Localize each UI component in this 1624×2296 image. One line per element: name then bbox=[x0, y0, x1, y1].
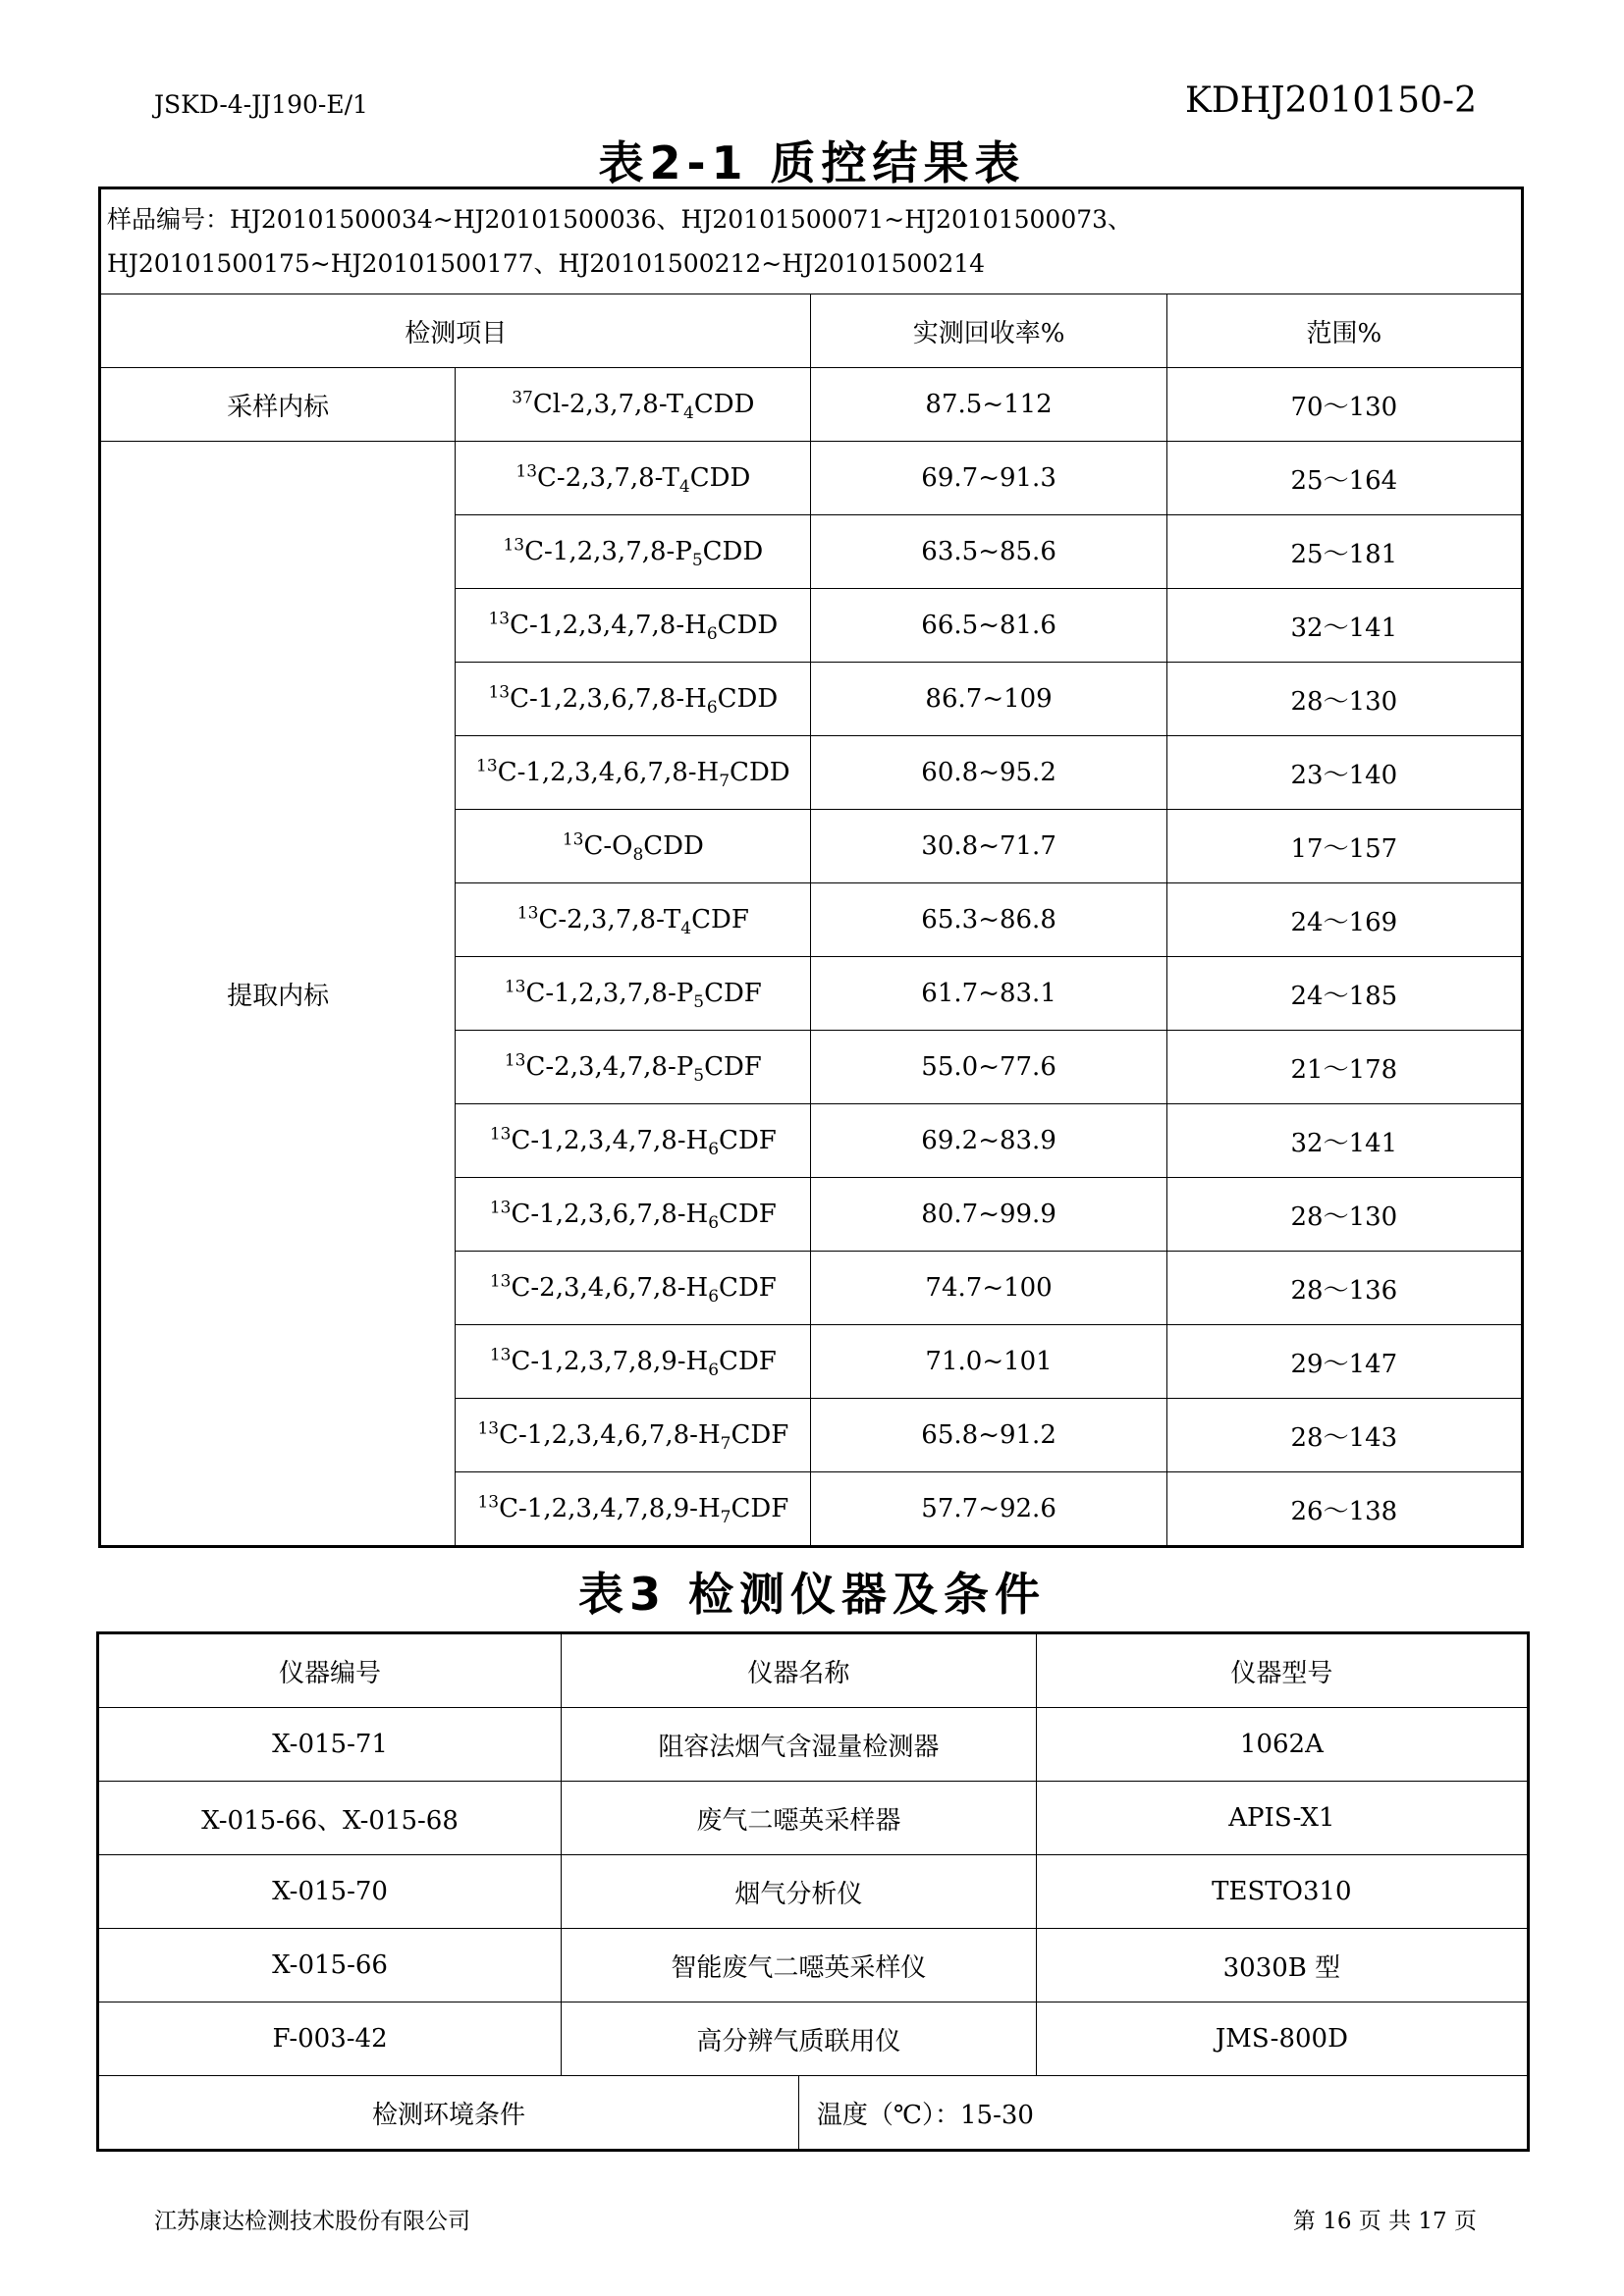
environment-value: 温度（℃）：15-30 bbox=[798, 2076, 1528, 2151]
compound-prefix: C-1,2,3,7,8,9-H bbox=[511, 1347, 709, 1376]
compound-suffix: CDD bbox=[717, 684, 779, 714]
compound-prefix: C-2,3,4,6,7,8-H bbox=[511, 1273, 709, 1303]
compound-prefix: C-1,2,3,4,7,8-H bbox=[510, 611, 707, 640]
recovery-cell: 65.8~91.2 bbox=[811, 1399, 1166, 1472]
isotope: 13 bbox=[476, 756, 498, 776]
compound-subscript: 4 bbox=[678, 477, 690, 498]
compound-prefix: C-1,2,3,7,8-P bbox=[525, 979, 694, 1008]
instrument-name-cell: 废气二噁英采样器 bbox=[562, 1782, 1037, 1855]
compound-subscript: 8 bbox=[632, 845, 644, 866]
isotope: 13 bbox=[489, 1345, 512, 1365]
recovery-cell: 66.5~81.6 bbox=[811, 589, 1166, 663]
compound-subscript: 6 bbox=[708, 1361, 720, 1381]
instrument-table bbox=[96, 1631, 1530, 2152]
compound-subscript: 5 bbox=[693, 992, 705, 1013]
recovery-cell: 57.7~92.6 bbox=[811, 1472, 1166, 1547]
isotope: 13 bbox=[489, 1271, 512, 1292]
compound-prefix: C-1,2,3,4,6,7,8-H bbox=[499, 1420, 721, 1450]
range-cell: 28～130 bbox=[1166, 1178, 1522, 1252]
compound-suffix: CDD bbox=[689, 463, 751, 493]
table-row bbox=[98, 1782, 1529, 1855]
range-cell: 28～130 bbox=[1166, 663, 1522, 736]
range-cell: 21～178 bbox=[1166, 1031, 1522, 1104]
range-cell: 29～147 bbox=[1166, 1325, 1522, 1399]
instrument-model-cell: 1062A bbox=[1036, 1708, 1528, 1782]
compound-suffix: CDF bbox=[704, 979, 762, 1008]
isotope: 13 bbox=[504, 1050, 526, 1071]
instrument-id-cell: X-015-71 bbox=[98, 1708, 562, 1782]
compound-suffix: CDF bbox=[719, 1347, 777, 1376]
table-row bbox=[100, 442, 1523, 515]
compound-subscript: 7 bbox=[719, 772, 731, 792]
isotope: 13 bbox=[504, 977, 526, 997]
compound-prefix: C-1,2,3,4,7,8-H bbox=[511, 1126, 709, 1155]
compound-cell bbox=[456, 663, 811, 736]
range-cell: 24～185 bbox=[1166, 957, 1522, 1031]
compound-suffix: CDF bbox=[719, 1126, 777, 1155]
recovery-cell: 55.0~77.6 bbox=[811, 1031, 1166, 1104]
environment-label: 检测环境条件 bbox=[98, 2076, 799, 2151]
recovery-cell: 65.3~86.8 bbox=[811, 883, 1166, 957]
recovery-cell: 69.7~91.3 bbox=[811, 442, 1166, 515]
compound-cell bbox=[456, 1325, 811, 1399]
compound-cell bbox=[456, 957, 811, 1031]
sampling-standard-label: 采样内标 bbox=[100, 368, 456, 442]
compound-cell bbox=[456, 1252, 811, 1325]
instrument-id-cell: F-003-42 bbox=[98, 2002, 562, 2076]
range-cell: 70～130 bbox=[1166, 368, 1522, 442]
compound-subscript: 6 bbox=[708, 1213, 720, 1234]
compound-suffix: CDF bbox=[691, 905, 749, 934]
range-cell: 25～181 bbox=[1166, 515, 1522, 589]
range-cell: 26～138 bbox=[1166, 1472, 1522, 1547]
isotope: 13 bbox=[488, 609, 511, 629]
sample-number-cell: 样品编号：HJ20101500034~HJ20101500036、HJ20101500071~HJ20101500073、HJ20101500175~HJ20101500177、HJ20101500212~HJ20101500214 bbox=[100, 188, 1523, 294]
isotope: 13 bbox=[515, 461, 538, 482]
range-cell: 23～140 bbox=[1166, 736, 1522, 810]
compound-cell bbox=[456, 1104, 811, 1178]
recovery-cell: 61.7~83.1 bbox=[811, 957, 1166, 1031]
compound-subscript: 4 bbox=[680, 919, 692, 939]
range-cell: 32～141 bbox=[1166, 1104, 1522, 1178]
compound-suffix: CDD bbox=[643, 831, 704, 861]
isotope: 13 bbox=[488, 682, 511, 703]
compound-cell bbox=[456, 515, 811, 589]
compound-subscript: 4 bbox=[683, 403, 694, 424]
range-cell: 32～141 bbox=[1166, 589, 1522, 663]
compound-prefix: C-1,2,3,7,8-P bbox=[524, 537, 692, 566]
compound-prefix: Cl-2,3,7,8-T bbox=[532, 390, 684, 419]
range-cell: 24～169 bbox=[1166, 883, 1522, 957]
instrument-model-cell: 3030B 型 bbox=[1036, 1929, 1528, 2002]
document-code: JSKD-4-JJ190-E/1 bbox=[154, 90, 368, 119]
range-cell: 28～136 bbox=[1166, 1252, 1522, 1325]
compound-subscript: 6 bbox=[708, 1287, 720, 1308]
table-row bbox=[98, 1929, 1529, 2002]
table1-title: 表2-1 质控结果表 bbox=[598, 136, 1026, 189]
compound-prefix: C-2,3,4,7,8-P bbox=[525, 1052, 694, 1082]
compound-cell bbox=[456, 1178, 811, 1252]
table-row bbox=[98, 2002, 1529, 2076]
recovery-cell: 74.7~100 bbox=[811, 1252, 1166, 1325]
recovery-cell: 71.0~101 bbox=[811, 1325, 1166, 1399]
compound-cell bbox=[456, 1031, 811, 1104]
compound-suffix: CDF bbox=[704, 1052, 762, 1082]
compound-cell bbox=[456, 883, 811, 957]
isotope: 13 bbox=[503, 535, 525, 556]
compound-prefix: C-2,3,7,8-T bbox=[538, 905, 681, 934]
isotope: 13 bbox=[489, 1198, 512, 1218]
header-instrument-model: 仪器型号 bbox=[1036, 1633, 1528, 1708]
recovery-cell: 80.7~99.9 bbox=[811, 1178, 1166, 1252]
company-name: 江苏康达检测技术股份有限公司 bbox=[154, 2209, 470, 2234]
table-row bbox=[98, 1708, 1529, 1782]
compound-subscript: 6 bbox=[708, 1140, 720, 1160]
header-recovery: 实测回收率% bbox=[811, 294, 1166, 368]
compound-cell bbox=[456, 736, 811, 810]
compound-subscript: 7 bbox=[720, 1434, 731, 1455]
compound-suffix: CDD bbox=[693, 390, 755, 419]
range-cell: 17～157 bbox=[1166, 810, 1522, 883]
isotope: 13 bbox=[516, 903, 539, 924]
compound-subscript: 6 bbox=[706, 624, 718, 645]
recovery-cell: 30.8~71.7 bbox=[811, 810, 1166, 883]
page-info: 第 16 页 共 17 页 bbox=[1292, 2209, 1477, 2234]
compound-prefix: C-O bbox=[583, 831, 633, 861]
recovery-cell: 86.7~109 bbox=[811, 663, 1166, 736]
compound-suffix: CDF bbox=[731, 1494, 789, 1523]
header-instrument-id: 仪器编号 bbox=[98, 1633, 562, 1708]
table-row bbox=[98, 1855, 1529, 1929]
instrument-name-cell: 智能废气二噁英采样仪 bbox=[562, 1929, 1037, 2002]
compound-cell bbox=[456, 442, 811, 515]
compound-suffix: CDD bbox=[702, 537, 764, 566]
compound-suffix: CDF bbox=[719, 1273, 777, 1303]
extraction-standard-label: 提取内标 bbox=[100, 442, 456, 1547]
isotope: 13 bbox=[477, 1492, 500, 1513]
compound-cell bbox=[456, 589, 811, 663]
header-instrument-name: 仪器名称 bbox=[562, 1633, 1037, 1708]
report-number: KDHJ2010150-2 bbox=[1185, 80, 1477, 121]
isotope: 13 bbox=[489, 1124, 512, 1145]
recovery-cell: 63.5~85.6 bbox=[811, 515, 1166, 589]
recovery-cell: 87.5~112 bbox=[811, 368, 1166, 442]
isotope: 13 bbox=[477, 1418, 500, 1439]
header-test-item: 检测项目 bbox=[100, 294, 811, 368]
isotope: 13 bbox=[562, 829, 584, 850]
instrument-model-cell: JMS-800D bbox=[1036, 2002, 1528, 2076]
compound-cell bbox=[456, 810, 811, 883]
compound-prefix: C-2,3,7,8-T bbox=[537, 463, 679, 493]
header-range: 范围% bbox=[1166, 294, 1522, 368]
instrument-id-cell: X-015-70 bbox=[98, 1855, 562, 1929]
instrument-name-cell: 阻容法烟气含湿量检测器 bbox=[562, 1708, 1037, 1782]
compound-suffix: CDF bbox=[731, 1420, 789, 1450]
instrument-name-cell: 高分辨气质联用仪 bbox=[562, 2002, 1037, 2076]
compound-subscript: 5 bbox=[693, 1066, 705, 1087]
compound-subscript: 7 bbox=[720, 1508, 731, 1528]
compound-prefix: C-1,2,3,6,7,8-H bbox=[511, 1200, 709, 1229]
instrument-model-cell: APIS-X1 bbox=[1036, 1782, 1528, 1855]
compound-subscript: 6 bbox=[706, 698, 718, 719]
instrument-model-cell: TESTO310 bbox=[1036, 1855, 1528, 1929]
environment-row bbox=[98, 2076, 1529, 2151]
compound-cell bbox=[456, 1399, 811, 1472]
compound-suffix: CDF bbox=[719, 1200, 777, 1229]
compound-suffix: CDD bbox=[717, 611, 779, 640]
instrument-id-cell: X-015-66、X-015-68 bbox=[98, 1782, 562, 1855]
isotope: 37 bbox=[512, 388, 533, 408]
recovery-cell: 60.8~95.2 bbox=[811, 736, 1166, 810]
instrument-id-cell: X-015-66 bbox=[98, 1929, 562, 2002]
table3-title: 表3 检测仪器及条件 bbox=[577, 1568, 1047, 1621]
range-cell: 28～143 bbox=[1166, 1399, 1522, 1472]
compound-subscript: 5 bbox=[691, 551, 703, 571]
compound-prefix: C-1,2,3,6,7,8-H bbox=[510, 684, 707, 714]
compound-cell bbox=[456, 368, 811, 442]
range-cell: 25～164 bbox=[1166, 442, 1522, 515]
qc-results-table bbox=[98, 187, 1524, 1548]
instrument-name-cell: 烟气分析仪 bbox=[562, 1855, 1037, 1929]
compound-prefix: C-1,2,3,4,7,8,9-H bbox=[499, 1494, 721, 1523]
compound-cell bbox=[456, 1472, 811, 1547]
compound-suffix: CDD bbox=[730, 758, 790, 787]
recovery-cell: 69.2~83.9 bbox=[811, 1104, 1166, 1178]
compound-prefix: C-1,2,3,4,6,7,8-H bbox=[497, 758, 720, 787]
